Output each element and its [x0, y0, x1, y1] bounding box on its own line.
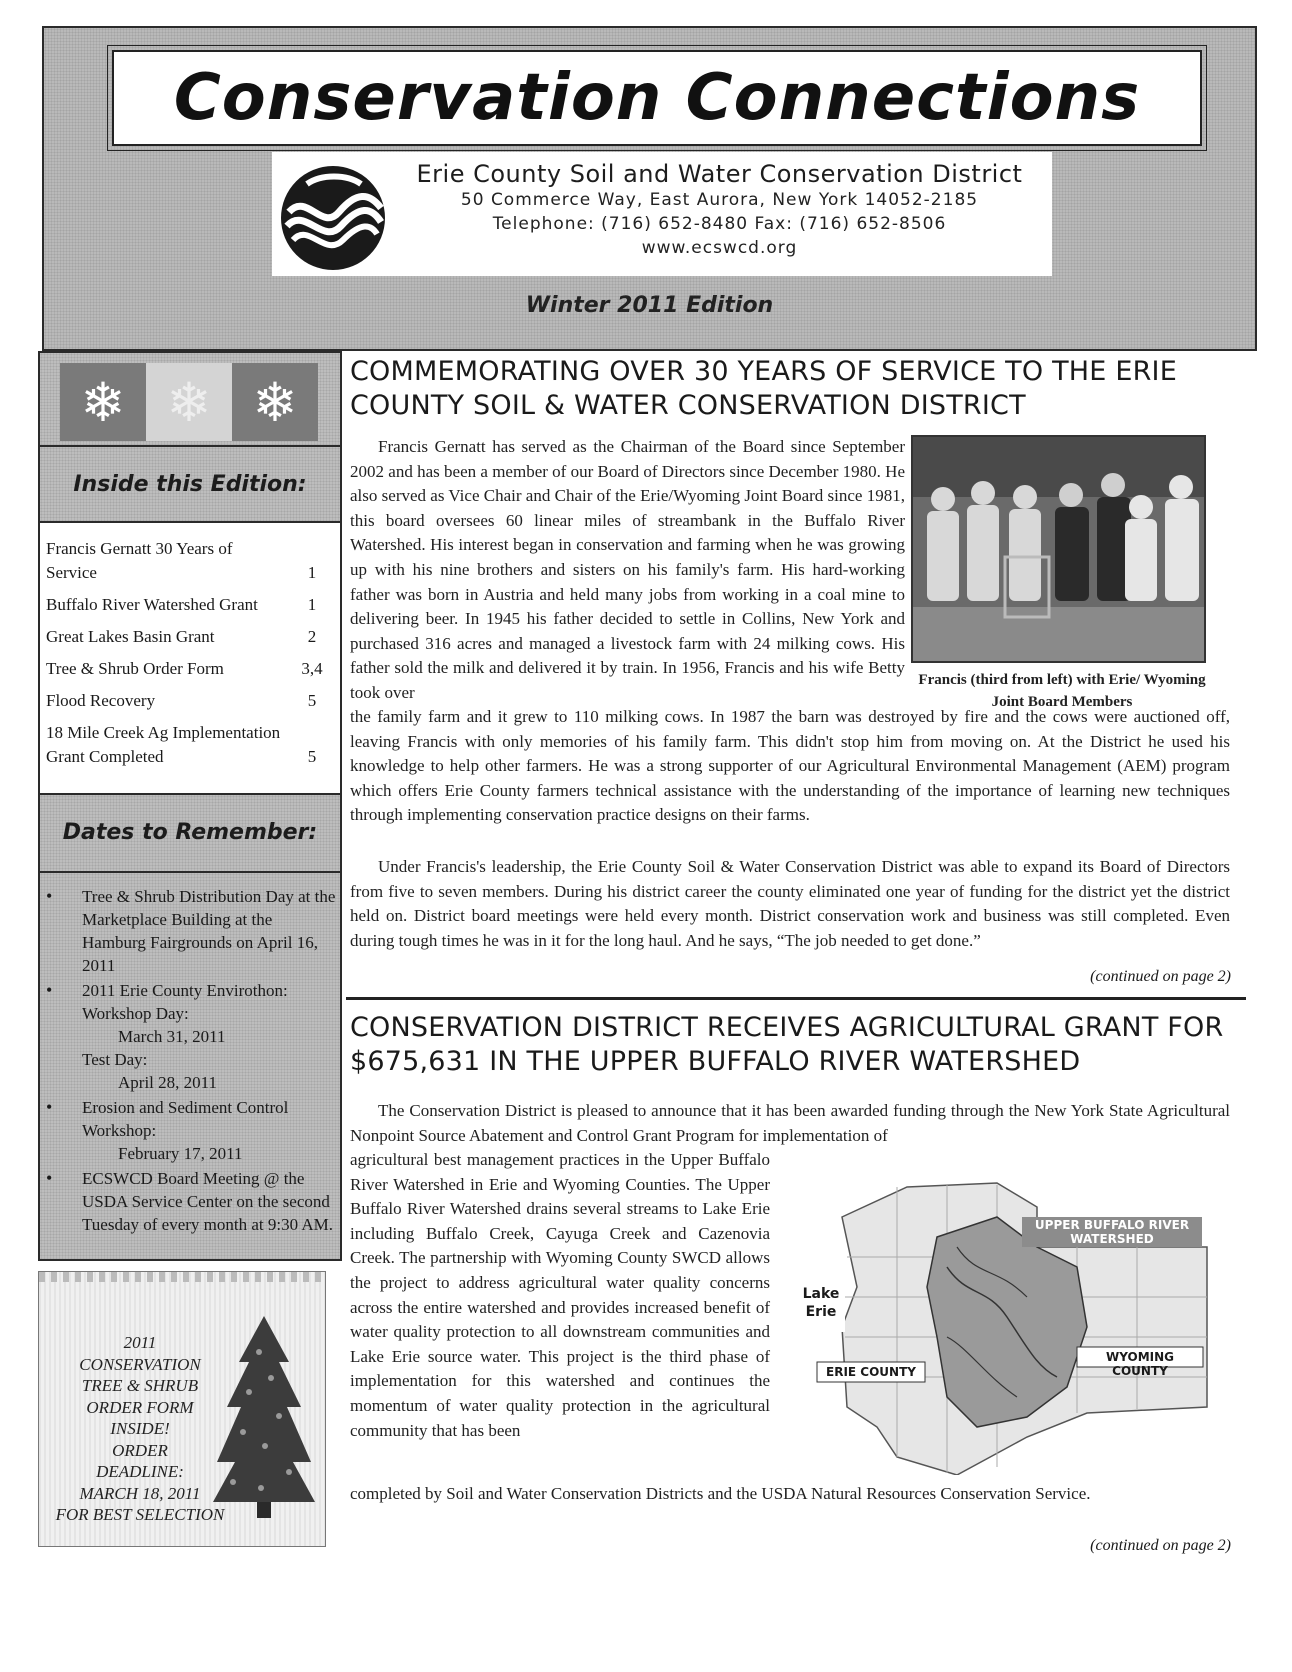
photo-caption: Francis (third from left) with Erie/ Wyoming Joint Board Members	[918, 672, 1206, 710]
order-line: DEADLINE:	[96, 1462, 184, 1481]
map-label-watershed: UPPER BUFFALO RIVER WATERSHED	[1034, 1218, 1190, 1246]
toc-item[interactable]	[46, 625, 332, 649]
toc-item-page: 1	[307, 563, 317, 582]
map-label-lake: Lake Erie	[802, 1286, 840, 1320]
toc-item-page: 2	[307, 627, 317, 646]
date-text: 2011 Erie County Envirothon:	[82, 981, 288, 1000]
list-item	[44, 979, 336, 1094]
district-name: Erie County Soil and Water Conservation District	[416, 160, 1023, 188]
date-subtext: March 31, 2011	[118, 1027, 226, 1046]
order-line: ORDER	[112, 1440, 168, 1460]
toc-item-name: Tree & Shrub Order Form	[46, 659, 224, 678]
masthead	[42, 26, 1257, 351]
inside-heading: Inside this Edition:	[73, 471, 307, 497]
dates-list	[38, 871, 342, 1261]
snowflake-icon: ❄	[60, 363, 146, 441]
dates-heading: Dates to Remember:	[62, 819, 318, 845]
district-address: 50 Commerce Way, East Aurora, New York 14052-2185	[460, 190, 979, 210]
group-photo-icon	[913, 437, 1206, 663]
date-text: Erosion and Sediment Control Workshop:	[82, 1098, 289, 1140]
list-item	[44, 1096, 336, 1165]
table-of-contents	[38, 521, 342, 795]
watershed-map	[787, 1177, 1212, 1475]
order-line: MARCH 18, 2011	[79, 1483, 201, 1503]
order-line: ORDER FORM	[86, 1397, 194, 1417]
date-subtext: Test Day:	[82, 1050, 148, 1069]
edition-label: Winter 2011 Edition	[525, 293, 774, 318]
article2-paragraph: agricultural best management practices in the Upper Buffalo River Watershed in Erie and Wyoming Counties. The Upper Buffalo River Watershed drains several streams to Lake Erie including Buffalo Creek, Cayuga Creek and Cazenovia Creek. The partnership with Wyoming County SWCD allows the project to address agricultural water quality concerns across the entire watershed and provides increased benefit of water quality protection to all downstream communities and Lake Erie source water. This project is the third phase of implementation for this watershed and continues the momentum of water quality protection in the agricultural community that has been	[350, 1150, 770, 1440]
dates-heading-panel	[38, 793, 342, 873]
order-line: 2011	[123, 1333, 157, 1352]
order-line: FOR BEST SELECTION	[55, 1505, 225, 1524]
toc-item[interactable]	[46, 593, 332, 617]
district-logo-icon	[277, 162, 389, 274]
map-label-erie: ERIE COUNTY	[826, 1365, 916, 1379]
toc-item-name: 18 Mile Creek Ag Implementation Grant Completed	[46, 723, 281, 766]
title-box	[112, 50, 1202, 146]
article1-paragraph: Francis Gernatt has served as the Chairman of the Board since September 2002 and has been a member of our Board of Directors since December 1980. He also served as Vice Chair and Chair of the Erie/Wyoming Joint Board since 1981, this board oversees 60 linear miles of streambank in the Buffalo River Watershed. His interest began in conservation and farming when he was growing up with his nine brothers and sisters on his family's farm. His hard-working father was born in Austria and held many jobs from working in a coal mine to delivering beer. In 1945 his father decided to settle in Collins, New York and purchased 316 acres and managed a livestock farm with 24 milking cows. His father sold the milk and delivered it by train. In 1956, Francis and his wife Betty took over	[350, 437, 905, 702]
toc-item[interactable]	[46, 721, 332, 769]
article2-paragraph: completed by Soil and Water Conservation Districts and the USDA Natural Resources Conservation Service.	[350, 1484, 1091, 1503]
board-members-photo	[911, 435, 1206, 663]
toc-item-page: 5	[307, 691, 317, 710]
continued-link[interactable]: (continued on page 2)	[1090, 968, 1231, 985]
section-divider	[346, 997, 1246, 1000]
inside-heading-panel	[38, 445, 342, 523]
toc-item-page: 1	[307, 595, 317, 614]
article1-headline: COMMEMORATING OVER 30 YEARS OF SERVICE TO THE ERIE COUNTY SOIL & WATER CONSERVATION DISTRICT	[350, 356, 1177, 421]
order-form-callout[interactable]	[38, 1271, 326, 1547]
toc-item[interactable]	[46, 537, 332, 585]
order-line: TREE & SHRUB	[81, 1376, 199, 1395]
date-subtext: April 28, 2011	[118, 1073, 218, 1092]
order-form-text	[45, 1332, 235, 1526]
date-subtext: Workshop Day:	[82, 1004, 189, 1023]
toc-item-name: Great Lakes Basin Grant	[46, 627, 215, 646]
toc-item[interactable]	[46, 657, 332, 681]
order-line: CONSERVATION	[79, 1354, 201, 1374]
evergreen-tree-icon	[209, 1312, 319, 1522]
list-item	[44, 1167, 336, 1236]
toc-item-page: 5	[307, 747, 317, 766]
list-item	[44, 885, 336, 977]
date-subtext: February 17, 2011	[118, 1144, 243, 1163]
district-info-box	[272, 152, 1052, 276]
toc-item-name: Francis Gernatt 30 Years of Service	[46, 539, 233, 582]
date-text: Tree & Shrub Distribution Day at the Marketplace Building at the Hamburg Fairgrounds on April 16, 2011	[82, 887, 336, 975]
toc-item[interactable]	[46, 689, 332, 713]
map-label-wyoming: WYOMING COUNTY	[1106, 1350, 1174, 1378]
district-website[interactable]: www.ecswcd.org	[641, 238, 798, 258]
toc-item-name: Flood Recovery	[46, 691, 156, 710]
snowflake-icon: ❄	[146, 363, 232, 441]
snowflake-icon: ❄	[232, 363, 318, 441]
district-phone: Telephone: (716) 652-8480 Fax: (716) 652-8506	[492, 214, 947, 234]
continued-link[interactable]: (continued on page 2)	[1090, 1537, 1231, 1554]
article1-paragraph: Under Francis's leadership, the Erie County Soil & Water Conservation District was able to expand its Board of Directors from five to seven members. During his district career the county eliminated one year of funding for the district yet the district held on. District board meetings were held every month. District conservation work and business was still completed. Even during tough times he was in it for the long haul. And he says, “The job needed to get done.”	[350, 857, 1230, 950]
toc-item-page: 3,4	[301, 659, 323, 678]
article1-paragraph: the family farm and it grew to 110 milking cows. In 1987 the barn was destroyed by fire and the cows were auctioned off, leaving Francis with only memories of his family farm. This didn't stop him from moving on. At the District he used his knowledge to help other farmers. He was a strong supporter of our Agricultural Environmental Management (AEM) program which offers Erie County farmers technical assistance with the understanding of the importance of learning new techniques through implementing conservation practice designs on their farms.	[350, 707, 1230, 825]
article2-headline: CONSERVATION DISTRICT RECEIVES AGRICULTURAL GRANT FOR $675,631 IN THE UPPER BUFFALO RIVER WATERSHED	[350, 1012, 1224, 1077]
date-text: ECSWCD Board Meeting @ the USDA Service Center on the second Tuesday of every month at 9:30 AM.	[82, 1169, 334, 1234]
snowflake-banner	[38, 351, 342, 447]
article2-paragraph: The Conservation District is pleased to announce that it has been awarded funding through the New York State Agricultural Nonpoint Source Abatement and Control Grant Program for implementation of	[350, 1101, 1230, 1145]
newsletter-title: Conservation Connections	[173, 61, 1141, 135]
toc-item-name: Buffalo River Watershed Grant	[46, 595, 258, 614]
order-line: INSIDE!	[110, 1419, 170, 1438]
